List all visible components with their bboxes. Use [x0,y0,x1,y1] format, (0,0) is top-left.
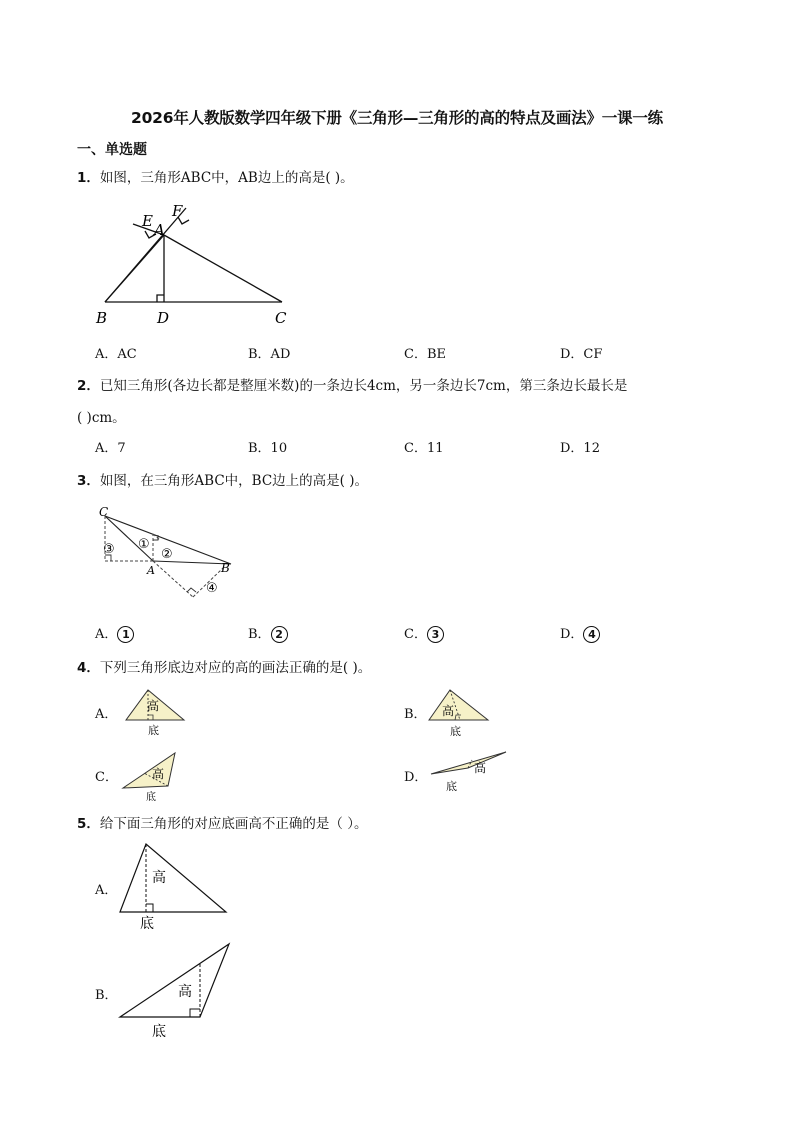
gao-label: 高 [178,984,192,1000]
label-c: C [99,505,109,519]
circled-number: 4 [583,626,600,643]
q1-option-b[interactable]: B．AD [248,347,291,362]
question-2 [77,374,627,394]
mark-3: ③ [103,542,115,557]
q1-figure [90,198,310,330]
q4-figure-d [428,748,510,796]
label-b: B [221,561,230,575]
q3-option-c[interactable] [404,623,444,643]
q5-option-b[interactable]: B． [95,988,118,1003]
circled-number: 2 [271,626,288,643]
q5-figure-b [112,938,236,1042]
question-text: 如图，在三角形ABC中，BC边上的高是( )。 [99,473,368,489]
q1-option-d[interactable]: D．CF [560,347,603,362]
question-text: 下列三角形底边对应的高的画法正确的是( )。 [99,660,372,676]
label-d: D [157,309,170,327]
question-3 [77,469,368,489]
gao-label: 高 [147,699,160,713]
question-text: 如图，三角形ABC中，AB边上的高是( )。 [99,170,354,186]
page-title: 2026年人教版数学四年级下册《三角形—三角形的高的特点及画法》一课一练 [131,109,663,127]
option-letter: B． [248,627,271,642]
mark-2: ② [161,547,173,562]
gao-label: 高 [152,870,166,886]
mark-1: ① [138,537,150,552]
di-label: 底 [446,780,457,793]
q4-option-b[interactable]: B． [404,707,427,722]
q3-option-d[interactable] [560,623,600,643]
label-a: A [154,221,165,239]
di-label: 底 [450,725,461,738]
gao-label: 高 [152,767,165,781]
q4-figure-b [426,688,492,740]
q2-option-a[interactable]: A．7 [95,441,126,456]
q5-figure-a [112,838,236,936]
gao-label: 高 [474,761,487,775]
di-label: 底 [152,1024,166,1040]
gao-label: 高 [442,704,455,718]
q1-option-a[interactable]: A．AC [95,347,137,362]
question-number: 5． [77,816,100,832]
q4-option-a[interactable]: A． [95,707,118,722]
q4-figure-c [120,750,186,803]
question-number: 3． [77,473,100,489]
mark-4: ④ [206,581,218,596]
label-a: A [147,564,155,577]
q4-option-c[interactable]: C． [95,770,118,785]
di-label: 底 [140,916,154,932]
option-letter: A． [95,627,118,642]
label-b: B [96,309,108,327]
label-f: F [172,202,183,220]
q4-option-d[interactable]: D． [404,770,428,785]
q2-option-b[interactable]: B．10 [248,441,288,456]
question-number: 2． [77,378,100,394]
q2-option-d[interactable]: D．12 [560,441,600,456]
q3-option-a[interactable] [95,623,134,643]
question-text: 给下面三角形的对应底画高不正确的是（ ）。 [99,816,368,832]
question-text: 已知三角形(各边长都是整厘米数)的一条边长4cm，另一条边长7cm，第三条边长最长是 [99,378,628,394]
q4-figure-a [122,686,188,738]
q3-figure [95,502,245,607]
q2-option-c[interactable]: C．11 [404,441,444,456]
option-letter: C． [404,627,427,642]
question-2-line2: ( )cm。 [77,410,126,426]
q3-option-b[interactable] [248,623,288,643]
question-5 [77,812,367,832]
di-label: 底 [148,724,159,737]
q5-option-a[interactable]: A． [95,883,118,898]
question-4 [77,656,371,676]
question-number: 4． [77,660,100,676]
q1-option-c[interactable]: C．BE [404,347,446,362]
circled-number: 3 [427,626,444,643]
label-c: C [275,309,287,327]
circled-number: 1 [117,626,134,643]
label-e: E [142,212,153,230]
di-label: 底 [146,792,156,803]
question-1 [77,166,354,186]
section-heading: 一、单选题 [77,142,147,158]
question-number: 1． [77,170,100,186]
option-letter: D． [560,627,584,642]
